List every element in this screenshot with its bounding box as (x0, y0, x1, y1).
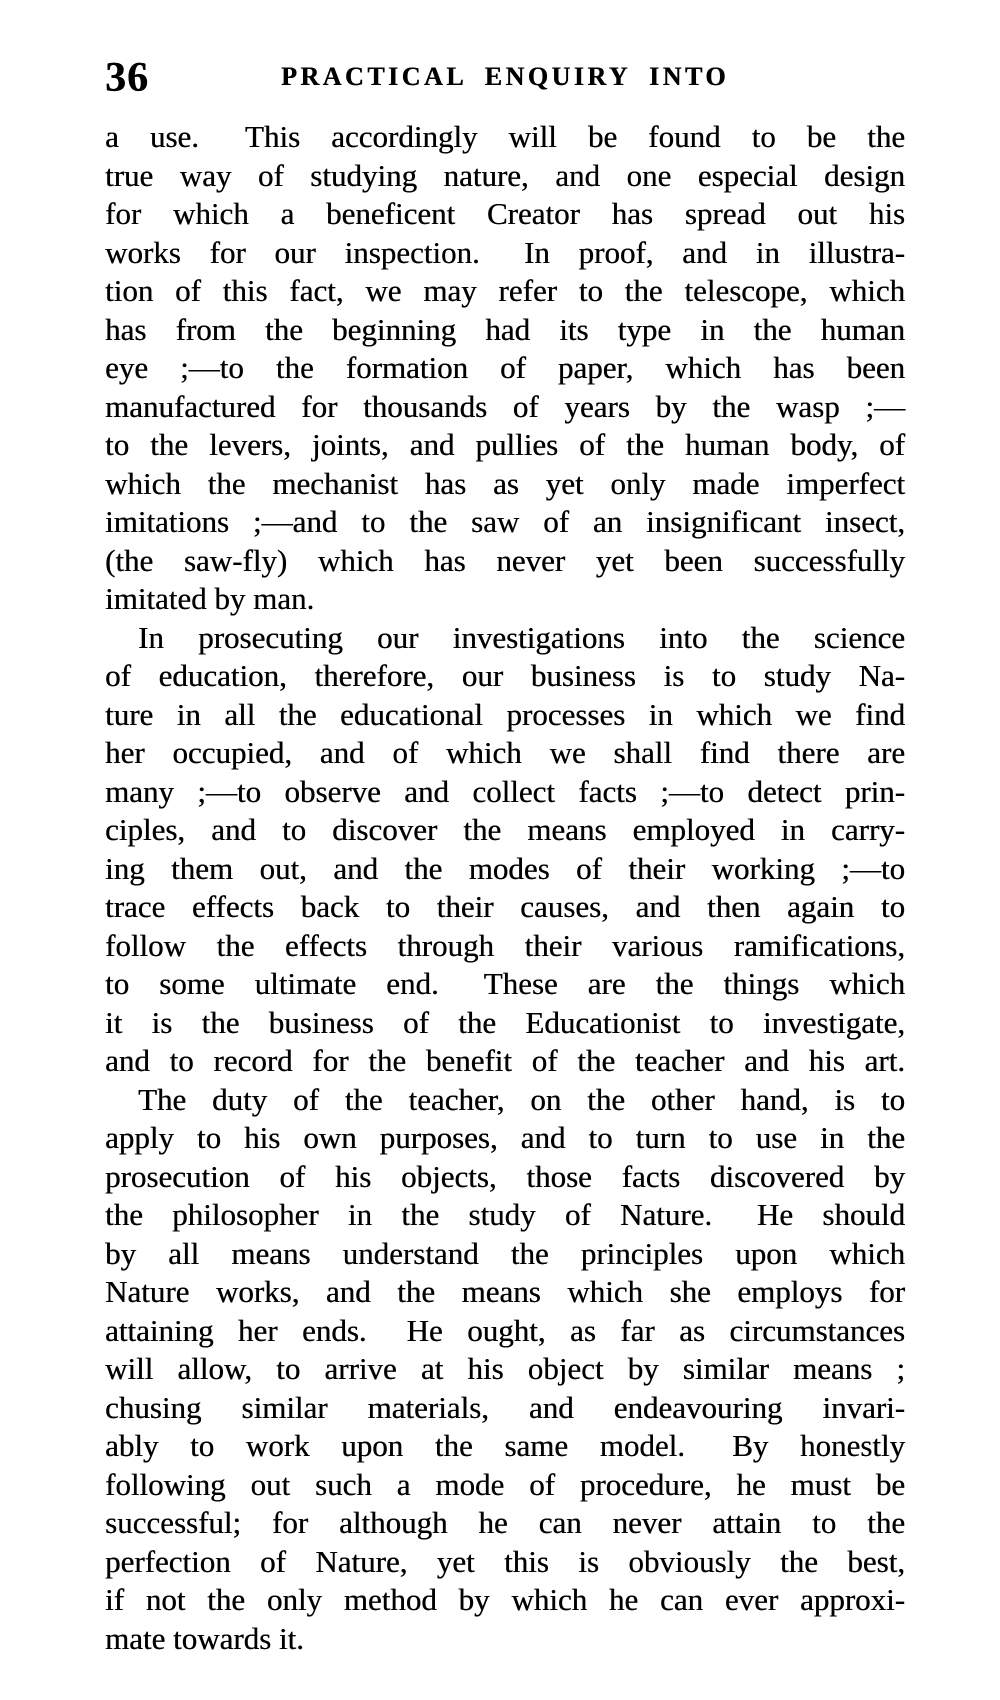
text-line: of education, therefore, our business is to study Na- (105, 658, 905, 693)
text-line: a use. This accordingly will be found to be the (105, 119, 905, 154)
text-line: and to record for the benefit of the teacher and his art. (105, 1043, 905, 1078)
text-line: to some ultimate end. These are the things which (105, 966, 905, 1001)
text-line: imitated by man. (105, 581, 315, 616)
text-line: eye ;—to the formation of paper, which has been (105, 350, 905, 385)
text-line: for which a beneficent Creator has spread out his (105, 196, 905, 231)
text-line: by all means understand the principles upon which (105, 1235, 905, 1271)
text-line: perfection of Nature, yet this is obviously the best, (105, 1543, 905, 1579)
text-line: many ;—to observe and collect facts ;—to detect prin- (105, 773, 905, 809)
text-line: ciples, and to discover the means employed in carry- (105, 812, 905, 847)
page-number: 36 (105, 55, 149, 101)
text-line: it is the business of the Educationist to investigate, (105, 1004, 905, 1040)
text-line: will allow, to arrive at his object by similar means ; (105, 1351, 905, 1386)
text-line: true way of studying nature, and one especial design (105, 157, 905, 193)
text-line: successful; for although he can never attain to the (105, 1505, 905, 1540)
text-line: follow the effects through their various ramifications, (105, 927, 905, 963)
text-line: manufactured for thousands of years by the wasp ;— (105, 388, 905, 424)
text-line: has from the beginning had its type in the human (105, 311, 905, 347)
text-line: following out such a mode of procedure, he must be (105, 1466, 905, 1502)
text-line: (the saw-fly) which has never yet been successfully (105, 542, 905, 578)
running-header (105, 0, 905, 100)
text-line: the philosopher in the study of Nature. He should (105, 1197, 905, 1232)
text-line: chusing similar materials, and endeavouring invari- (105, 1389, 905, 1425)
body-text (105, 118, 905, 1658)
text-line: ture in all the educational processes in which we find (105, 696, 905, 732)
text-line: her occupied, and of which we shall find there are (105, 735, 905, 770)
text-line: apply to his own purposes, and to turn to use in the (105, 1120, 905, 1155)
text-line: The duty of the teacher, on the other hand, is to (138, 1081, 905, 1117)
text-line: works for our inspection. In proof, and in illustra- (105, 234, 905, 270)
text-line: ably to work upon the same model. By honestly (105, 1428, 905, 1463)
text-line: prosecution of his objects, those facts discovered by (105, 1158, 905, 1194)
text-line: to the levers, joints, and pullies of the human body, of (105, 427, 905, 462)
text-line: attaining her ends. He ought, as far as circumstances (105, 1312, 905, 1348)
text-line: imitations ;—and to the saw of an insignificant insect, (105, 504, 905, 539)
text-line: Nature works, and the means which she employs for (105, 1274, 905, 1309)
text-line: tion of this fact, we may refer to the telescope, which (105, 273, 905, 308)
text-line: trace effects back to their causes, and then again to (105, 889, 905, 924)
text-line: which the mechanist has as yet only made imperfect (105, 465, 905, 501)
text-line: ing them out, and the modes of their working ;—to (105, 850, 905, 886)
running-header-title: PRACTICAL ENQUIRY INTO (280, 62, 730, 91)
text-line: mate towards it. (105, 1620, 304, 1656)
text-line: In prosecuting our investigations into the science (138, 619, 905, 655)
text-line: if not the only method by which he can ever approxi- (105, 1582, 905, 1617)
